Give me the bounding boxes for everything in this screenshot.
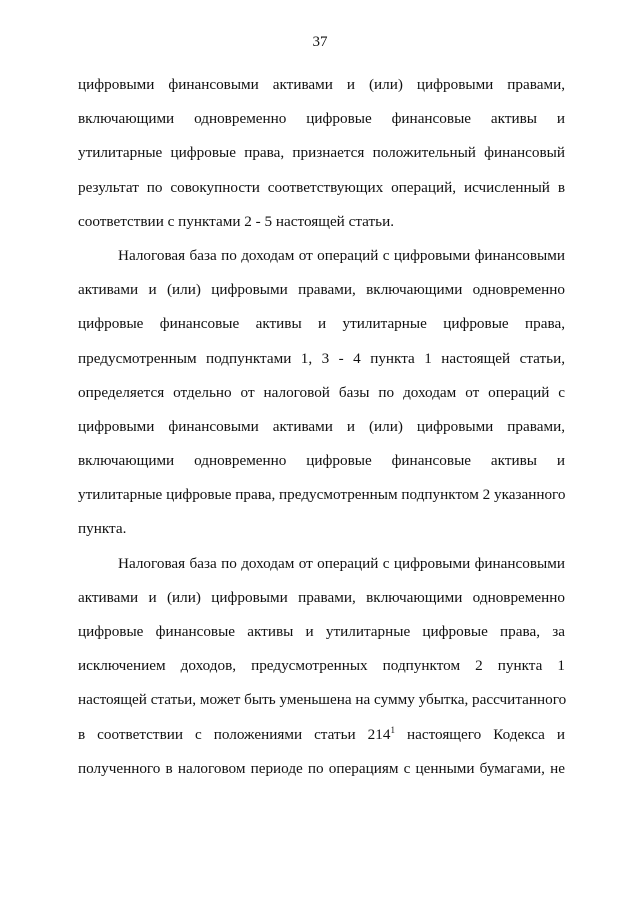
text-fragment: настоящего Кодекса и [394, 725, 565, 743]
text-line: цифровые финансовые активы и утилитарные цифровые права, [78, 315, 565, 333]
text-line: активами и (или) цифровыми правами, включающими одновременно [78, 588, 565, 606]
text-line-with-superscript [78, 718, 565, 752]
text-line: утилитарные цифровые права, предусмотренным подпунктом 2 указанного [78, 486, 566, 504]
text-line: определяется отдельно от налоговой базы по доходам от операций с [78, 383, 565, 401]
paragraph-1 [78, 68, 565, 239]
article-superscript: 1 [390, 724, 395, 735]
text-line: цифровыми финансовыми активами и (или) цифровыми правами, [78, 76, 565, 93]
text-line: Налоговая база по доходам от операций с цифровыми финансовыми [118, 246, 565, 264]
text-line: исключением доходов, предусмотренных подпунктом 2 пункта 1 [78, 657, 565, 675]
text-line: включающими одновременно цифровые финансовые активы и [78, 452, 565, 470]
page-number: 37 [312, 34, 328, 50]
text-line: результат по совокупности соответствующих операций, исчисленный в [78, 178, 565, 196]
text-line: пункта. [78, 520, 127, 538]
paragraph-2 [78, 239, 565, 547]
text-line: предусмотренным подпунктами 1, 3 - 4 пункта 1 настоящей статьи, [78, 349, 565, 367]
text-line: включающими одновременно цифровые финансовые активы и [78, 110, 565, 128]
text-line: цифровые финансовые активы и утилитарные цифровые права, за [78, 623, 565, 640]
text-line: Налоговая база по доходам от операций с цифровыми финансовыми [118, 554, 565, 572]
text-line: соответствии с пунктами 2 - 5 настоящей статьи. [78, 212, 395, 230]
text-fragment: в соответствии с положениями статьи 214 [78, 725, 391, 743]
text-line: настоящей статьи, может быть уменьшена на сумму убытка, рассчитанного [78, 691, 567, 709]
text-line: активами и (или) цифровыми правами, включающими одновременно [78, 281, 565, 299]
paragraph-3 [78, 547, 565, 786]
text-line: утилитарные цифровые права, признается положительный финансовый [78, 144, 565, 162]
document-body [78, 68, 565, 786]
text-line: полученного в налоговом периоде по операциям с ценными бумагами, не [78, 759, 565, 777]
text-line: цифровыми финансовыми активами и (или) цифровыми правами, [78, 417, 565, 435]
